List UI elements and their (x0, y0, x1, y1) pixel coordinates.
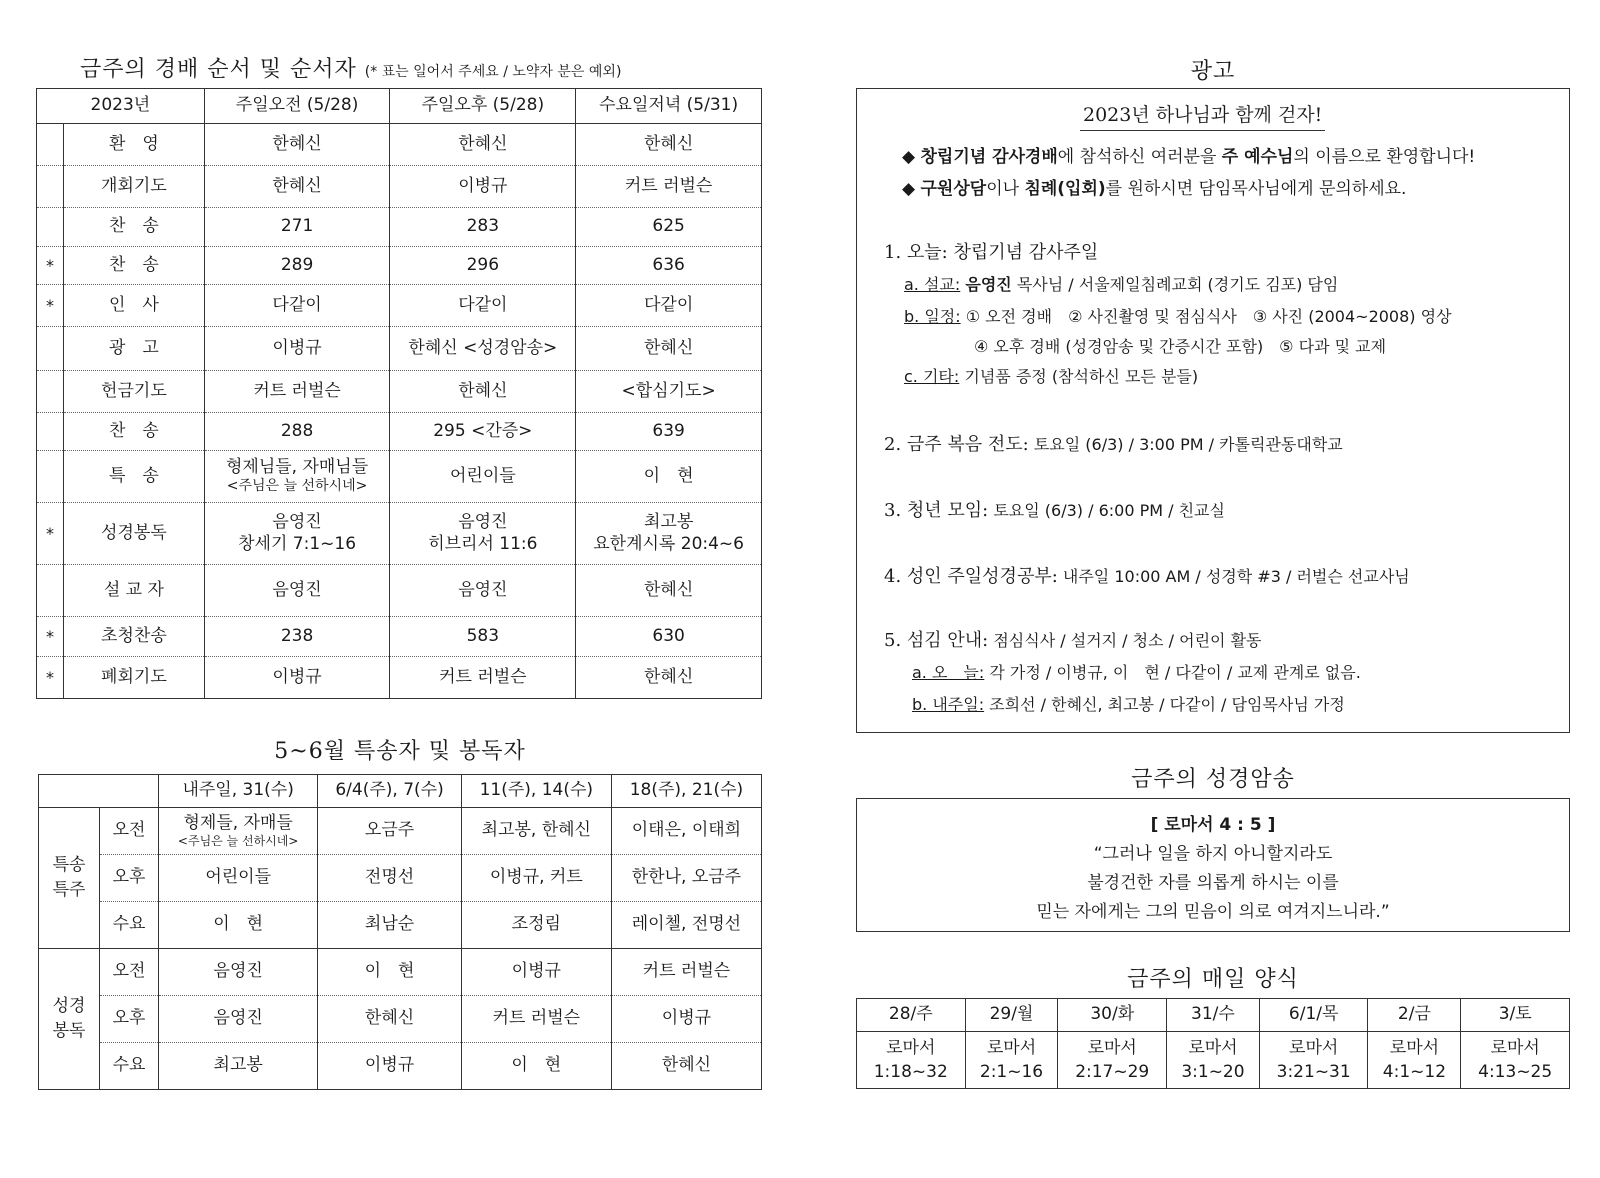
stand-marker: * (37, 285, 64, 327)
cell-week-3: 커트 러벌슨 (461, 996, 611, 1043)
table-row (39, 902, 762, 949)
announcement-subitem (904, 364, 1198, 387)
reading-cell (857, 1032, 966, 1089)
diamond-icon: ◆ (902, 147, 916, 167)
cell-week-4: 레이첼, 전명선 (611, 902, 761, 949)
role-label: 찬 송 (64, 413, 205, 451)
subitem-text: 조희선 / 한혜신, 최고봉 / 다같이 / 담임목사님 가정 (984, 695, 1345, 714)
announcement-subitem (912, 692, 1345, 715)
cell-sunday-pm: 295 <간증> (390, 413, 576, 451)
reading-range: 4:13~25 (1478, 1062, 1553, 1082)
table-row (39, 996, 762, 1043)
cell-sunday-am: 238 (204, 617, 390, 657)
header-sunday-am: 주일오전 (5/28) (204, 89, 390, 124)
cell-sunday-pm: 어린이들 (390, 451, 576, 503)
cell-week-4: 한혜신 (611, 1043, 761, 1090)
cell-sunday-pm: 이병규 (390, 166, 576, 208)
subitem-text: ① 오전 경배 ② 사진촬영 및 점심식사 ③ 사진 (2004~2008) 영상 (960, 307, 1452, 326)
cell-subline: 요한계시록 20:4~6 (593, 533, 744, 554)
cell-week-3: 최고봉, 한혜신 (461, 808, 611, 855)
bullet-text: 이나 (986, 179, 1025, 199)
subitem-label: a. 설교: (904, 275, 961, 294)
stand-marker: * (37, 617, 64, 657)
cell-week-1: 음영진 (159, 996, 318, 1043)
cell-line: 최고봉 (643, 512, 694, 533)
item-heading: 1. 오늘: 창립기념 감사주일 (884, 242, 1099, 263)
item-text: 점심식사 / 설거지 / 청소 / 어린이 활동 (988, 631, 1262, 650)
cell-sunday-am: 한혜신 (204, 166, 390, 208)
stand-marker (37, 208, 64, 247)
table-row (37, 166, 762, 208)
stand-marker (37, 565, 64, 617)
cell-wednesday: 639 (576, 413, 762, 451)
time-label: 수요 (100, 1043, 159, 1090)
subitem-label: a. 오 늘: (912, 663, 985, 682)
bold-text: 구원상담 (920, 179, 987, 199)
day-header: 28/주 (857, 999, 966, 1032)
cell-week-3: 이병규 (461, 949, 611, 996)
cell-sunday-am: 이병규 (204, 327, 390, 371)
cell-wednesday: 636 (576, 247, 762, 285)
table-row (37, 503, 762, 565)
announcement-item-2 (884, 430, 1343, 456)
cell-sunday-pm (390, 503, 576, 565)
bullet-line (902, 174, 1406, 199)
stand-marker: * (37, 247, 64, 285)
announcement-item-4 (884, 562, 1410, 588)
cell-week-1: 최고봉 (159, 1043, 318, 1090)
item-text: 토요일 (6/3) / 3:00 PM / 카톨릭관동대학교 (1028, 435, 1343, 454)
group-label-line: 성경 (52, 995, 86, 1016)
cell-week-2: 이병규 (318, 1043, 461, 1090)
cell-sunday-am: 한혜신 (204, 124, 390, 166)
cell-wednesday (576, 503, 762, 565)
stand-marker (37, 166, 64, 208)
reading-range: 3:1~20 (1181, 1062, 1245, 1082)
item-heading: 5. 섬김 안내: (884, 630, 989, 651)
worship-order-table (36, 88, 762, 699)
worship-title-text: 금주의 경배 순서 및 순서자 (80, 57, 357, 82)
cell-sunday-am: 음영진 (204, 565, 390, 617)
cell-week-1: 어린이들 (159, 855, 318, 902)
table-row (37, 617, 762, 657)
cell-line: 형제님들, 자매님들 (225, 457, 369, 478)
cell-sunday-pm: 296 (390, 247, 576, 285)
cell-sunday-am: 289 (204, 247, 390, 285)
reading-book: 로마서 (1289, 1038, 1339, 1058)
announcement-subitem (904, 304, 1452, 327)
verse-box (856, 798, 1570, 932)
role-label: 찬 송 (64, 247, 205, 285)
time-label: 오전 (100, 949, 159, 996)
subitem-text: ④ 오후 경배 (성경암송 및 간증시간 포함) ⑤ 다과 및 교제 (974, 337, 1387, 356)
table-row (37, 247, 762, 285)
verse-reference: [ 로마서 4 : 5 ] (1150, 815, 1276, 835)
role-label: 성경봉독 (64, 503, 205, 565)
role-label: 환 영 (64, 124, 205, 166)
header-week-3: 11(주), 14(수) (461, 775, 611, 808)
header-wednesday: 수요일저녁 (5/31) (576, 89, 762, 124)
stand-marker (37, 371, 64, 413)
table-row (39, 808, 762, 855)
header-week-4: 18(주), 21(수) (611, 775, 761, 808)
day-header: 30/화 (1058, 999, 1167, 1032)
worship-note: (* 표는 일어서 주세요 / 노약자 분은 예외) (364, 64, 622, 80)
stand-marker: * (37, 503, 64, 565)
reading-range: 4:1~12 (1382, 1062, 1447, 1082)
role-label: 특 송 (64, 451, 205, 503)
bullet-text: 에 참석하신 여러분을 (1057, 147, 1222, 167)
time-label: 오전 (100, 808, 159, 855)
reading-book: 로마서 (886, 1038, 936, 1058)
item-text: 내주일 10:00 AM / 성경학 #3 / 러벌슨 선교사님 (1057, 567, 1410, 586)
verse-title: 금주의 성경암송 (1131, 767, 1295, 792)
item-heading: 2. 금주 복음 전도: (884, 434, 1029, 455)
cell-sunday-pm: 음영진 (390, 565, 576, 617)
cell-wednesday: 한혜신 (576, 657, 762, 699)
reading-cell (965, 1032, 1058, 1089)
table-row (37, 657, 762, 699)
subitem-label: b. 내주일: (912, 695, 985, 714)
reading-book: 로마서 (986, 1038, 1037, 1058)
group-label-line: 특송 (52, 854, 86, 875)
reading-book: 로마서 (1389, 1038, 1440, 1058)
cell-sunday-pm: 한혜신 <성경암송> (390, 327, 576, 371)
cell-sunday-am (204, 503, 390, 565)
cell-sunday-am (204, 451, 390, 503)
table-row (37, 565, 762, 617)
day-header: 29/월 (965, 999, 1058, 1032)
reading-range: 3:21~31 (1276, 1062, 1351, 1082)
cell-sunday-pm: 583 (390, 617, 576, 657)
cell-sunday-pm: 한혜신 (390, 371, 576, 413)
stand-marker (37, 451, 64, 503)
stand-marker (37, 413, 64, 451)
table-row (37, 413, 762, 451)
header-week-1: 내주일, 31(수) (159, 775, 318, 808)
cell-wednesday: 다같이 (576, 285, 762, 327)
cell-week-2: 최남순 (318, 902, 461, 949)
day-header: 3/토 (1461, 999, 1570, 1032)
cell-week-3: 이 현 (461, 1043, 611, 1090)
role-label: 설 교 자 (64, 565, 205, 617)
group-label-special (39, 808, 100, 949)
reading-range: 2:17~29 (1075, 1062, 1150, 1082)
daily-reading-table (856, 998, 1570, 1089)
cell-subline: <주님은 늘 선하시네> (226, 478, 368, 495)
daily-reading-row (857, 1032, 1570, 1089)
role-label: 개회기도 (64, 166, 205, 208)
cell-sunday-am: 다같이 (204, 285, 390, 327)
cell-line: 음영진 (272, 512, 322, 533)
verse-line: “그러나 일을 하지 아니할지라도 (1093, 844, 1333, 864)
stand-marker (37, 327, 64, 371)
bullet-text: 의 이름으로 환영합니다! (1293, 147, 1476, 167)
special-music-table (38, 774, 762, 1090)
role-label: 헌금기도 (64, 371, 205, 413)
cell-subline: 히브리서 11:6 (428, 533, 538, 554)
cell-sunday-pm: 한혜신 (390, 124, 576, 166)
cell-wednesday: 이 현 (576, 451, 762, 503)
reading-book: 로마서 (1087, 1038, 1137, 1058)
cell-week-1: 이 현 (159, 902, 318, 949)
reading-cell (1167, 1032, 1260, 1089)
table-row (39, 1043, 762, 1090)
table-row (37, 371, 762, 413)
cell-wednesday: 한혜신 (576, 565, 762, 617)
time-label: 오후 (100, 996, 159, 1043)
cell-line: 음영진 (458, 512, 508, 533)
reading-book: 로마서 (1188, 1038, 1238, 1058)
diamond-icon: ◆ (902, 179, 916, 199)
role-label: 폐회기도 (64, 657, 205, 699)
cell-subline: 창세기 7:1~16 (238, 533, 357, 554)
cell-week-4: 이병규 (611, 996, 761, 1043)
table-row (37, 208, 762, 247)
cell-week-4: 한한나, 오금주 (611, 855, 761, 902)
reading-range: 2:1~16 (979, 1062, 1044, 1082)
role-label: 초청찬송 (64, 617, 205, 657)
table-row (37, 451, 762, 503)
stand-marker (37, 124, 64, 166)
verse-line: 불경건한 자를 의롭게 하시는 이를 (1087, 873, 1339, 893)
table-row (37, 124, 762, 166)
cell-week-3: 조정림 (461, 902, 611, 949)
verse-line: 믿는 자에게는 그의 믿음이 의로 여겨지느니라.” (1036, 902, 1390, 922)
special-title: 5~6월 특송자 및 봉독자 (274, 739, 526, 764)
cell-sunday-pm: 커트 러벌슨 (390, 657, 576, 699)
cell-sunday-am: 커트 러벌슨 (204, 371, 390, 413)
time-label: 수요 (100, 902, 159, 949)
cell-week-4: 커트 러벌슨 (611, 949, 761, 996)
subitem-text: 기념품 증정 (참석하신 모든 분들) (959, 367, 1199, 386)
worship-title (80, 52, 621, 83)
subitem-label: c. 기타: (904, 367, 960, 386)
reading-range: 1:18~32 (873, 1062, 948, 1082)
reading-book: 로마서 (1490, 1038, 1540, 1058)
cell-wednesday: 한혜신 (576, 327, 762, 371)
header-empty (39, 775, 159, 808)
cell-wednesday: 한혜신 (576, 124, 762, 166)
announcement-item-5 (884, 626, 1261, 652)
announcement-item-3 (884, 496, 1225, 522)
cell-week-3: 이병규, 커트 (461, 855, 611, 902)
cell-wednesday: 625 (576, 208, 762, 247)
table-row (37, 285, 762, 327)
cell-week-1: 음영진 (159, 949, 318, 996)
table-row (39, 855, 762, 902)
cell-week-2: 이 현 (318, 949, 461, 996)
bold-text: 음영진 (965, 275, 1012, 294)
role-label: 인 사 (64, 285, 205, 327)
cell-sunday-am: 288 (204, 413, 390, 451)
announcement-subitem (904, 272, 1338, 295)
cell-wednesday: 630 (576, 617, 762, 657)
cell-week-1 (159, 808, 318, 855)
header-year: 2023년 (37, 89, 205, 124)
cell-week-4: 이태은, 이태희 (611, 808, 761, 855)
item-text: 토요일 (6/3) / 6:00 PM / 친교실 (988, 501, 1225, 520)
header-week-2: 6/4(주), 7(수) (318, 775, 461, 808)
group-label-line: 특주 (52, 880, 86, 900)
cell-subline: <주님은 늘 선하시네> (177, 834, 299, 849)
item-heading: 4. 성인 주일성경공부: (884, 566, 1058, 587)
reading-cell (1461, 1032, 1570, 1089)
day-header: 31/수 (1167, 999, 1260, 1032)
time-label: 오후 (100, 855, 159, 902)
header-sunday-pm: 주일오후 (5/28) (390, 89, 576, 124)
announcement-item-1 (884, 238, 1098, 264)
worship-header-row (37, 89, 762, 124)
table-row (37, 327, 762, 371)
cell-week-2: 오금주 (318, 808, 461, 855)
cell-sunday-am: 271 (204, 208, 390, 247)
reading-cell (1058, 1032, 1167, 1089)
announcements-title: 광고 (1190, 59, 1236, 84)
cell-sunday-pm: 283 (390, 208, 576, 247)
bullet-text: 를 원하시면 담임목사님에게 문의하세요. (1105, 179, 1407, 199)
cell-week-2: 한혜신 (318, 996, 461, 1043)
announcements-headline: 2023년 하나님과 함께 걷자! (1080, 100, 1325, 131)
announcement-subitem (974, 334, 1386, 357)
cell-wednesday: <합심기도> (576, 371, 762, 413)
day-header: 2/금 (1368, 999, 1461, 1032)
reading-cell (1259, 1032, 1368, 1089)
role-label: 광 고 (64, 327, 205, 371)
subitem-text: 각 가정 / 이병규, 이 현 / 다같이 / 교제 관계로 없음. (984, 663, 1361, 682)
cell-wednesday: 커트 러벌슨 (576, 166, 762, 208)
subitem-text: 목사님 / 서울제일침례교회 (경기도 김포) 담임 (1011, 275, 1339, 294)
group-label-line: 봉독 (52, 1021, 86, 1041)
cell-sunday-am: 이병규 (204, 657, 390, 699)
role-label: 찬 송 (64, 208, 205, 247)
cell-week-2: 전명선 (318, 855, 461, 902)
subitem-label: b. 일정: (904, 307, 961, 326)
item-heading: 3. 청년 모임: (884, 500, 989, 521)
daily-header-row (857, 999, 1570, 1032)
group-label-reading (39, 949, 100, 1090)
bold-text: 창립기념 감사경배 (920, 147, 1058, 167)
stand-marker: * (37, 657, 64, 699)
cell-sunday-pm: 다같이 (390, 285, 576, 327)
daily-title: 금주의 매일 양식 (1127, 967, 1299, 992)
table-row (39, 949, 762, 996)
announcement-subitem (912, 660, 1361, 683)
reading-cell (1368, 1032, 1461, 1089)
day-header: 6/1/목 (1259, 999, 1368, 1032)
special-header-row (39, 775, 762, 808)
bold-text: 주 예수님 (1221, 147, 1294, 167)
bold-text: 침례(입회) (1024, 179, 1106, 199)
bullet-line (902, 142, 1475, 167)
cell-line: 형제들, 자매들 (183, 812, 293, 833)
